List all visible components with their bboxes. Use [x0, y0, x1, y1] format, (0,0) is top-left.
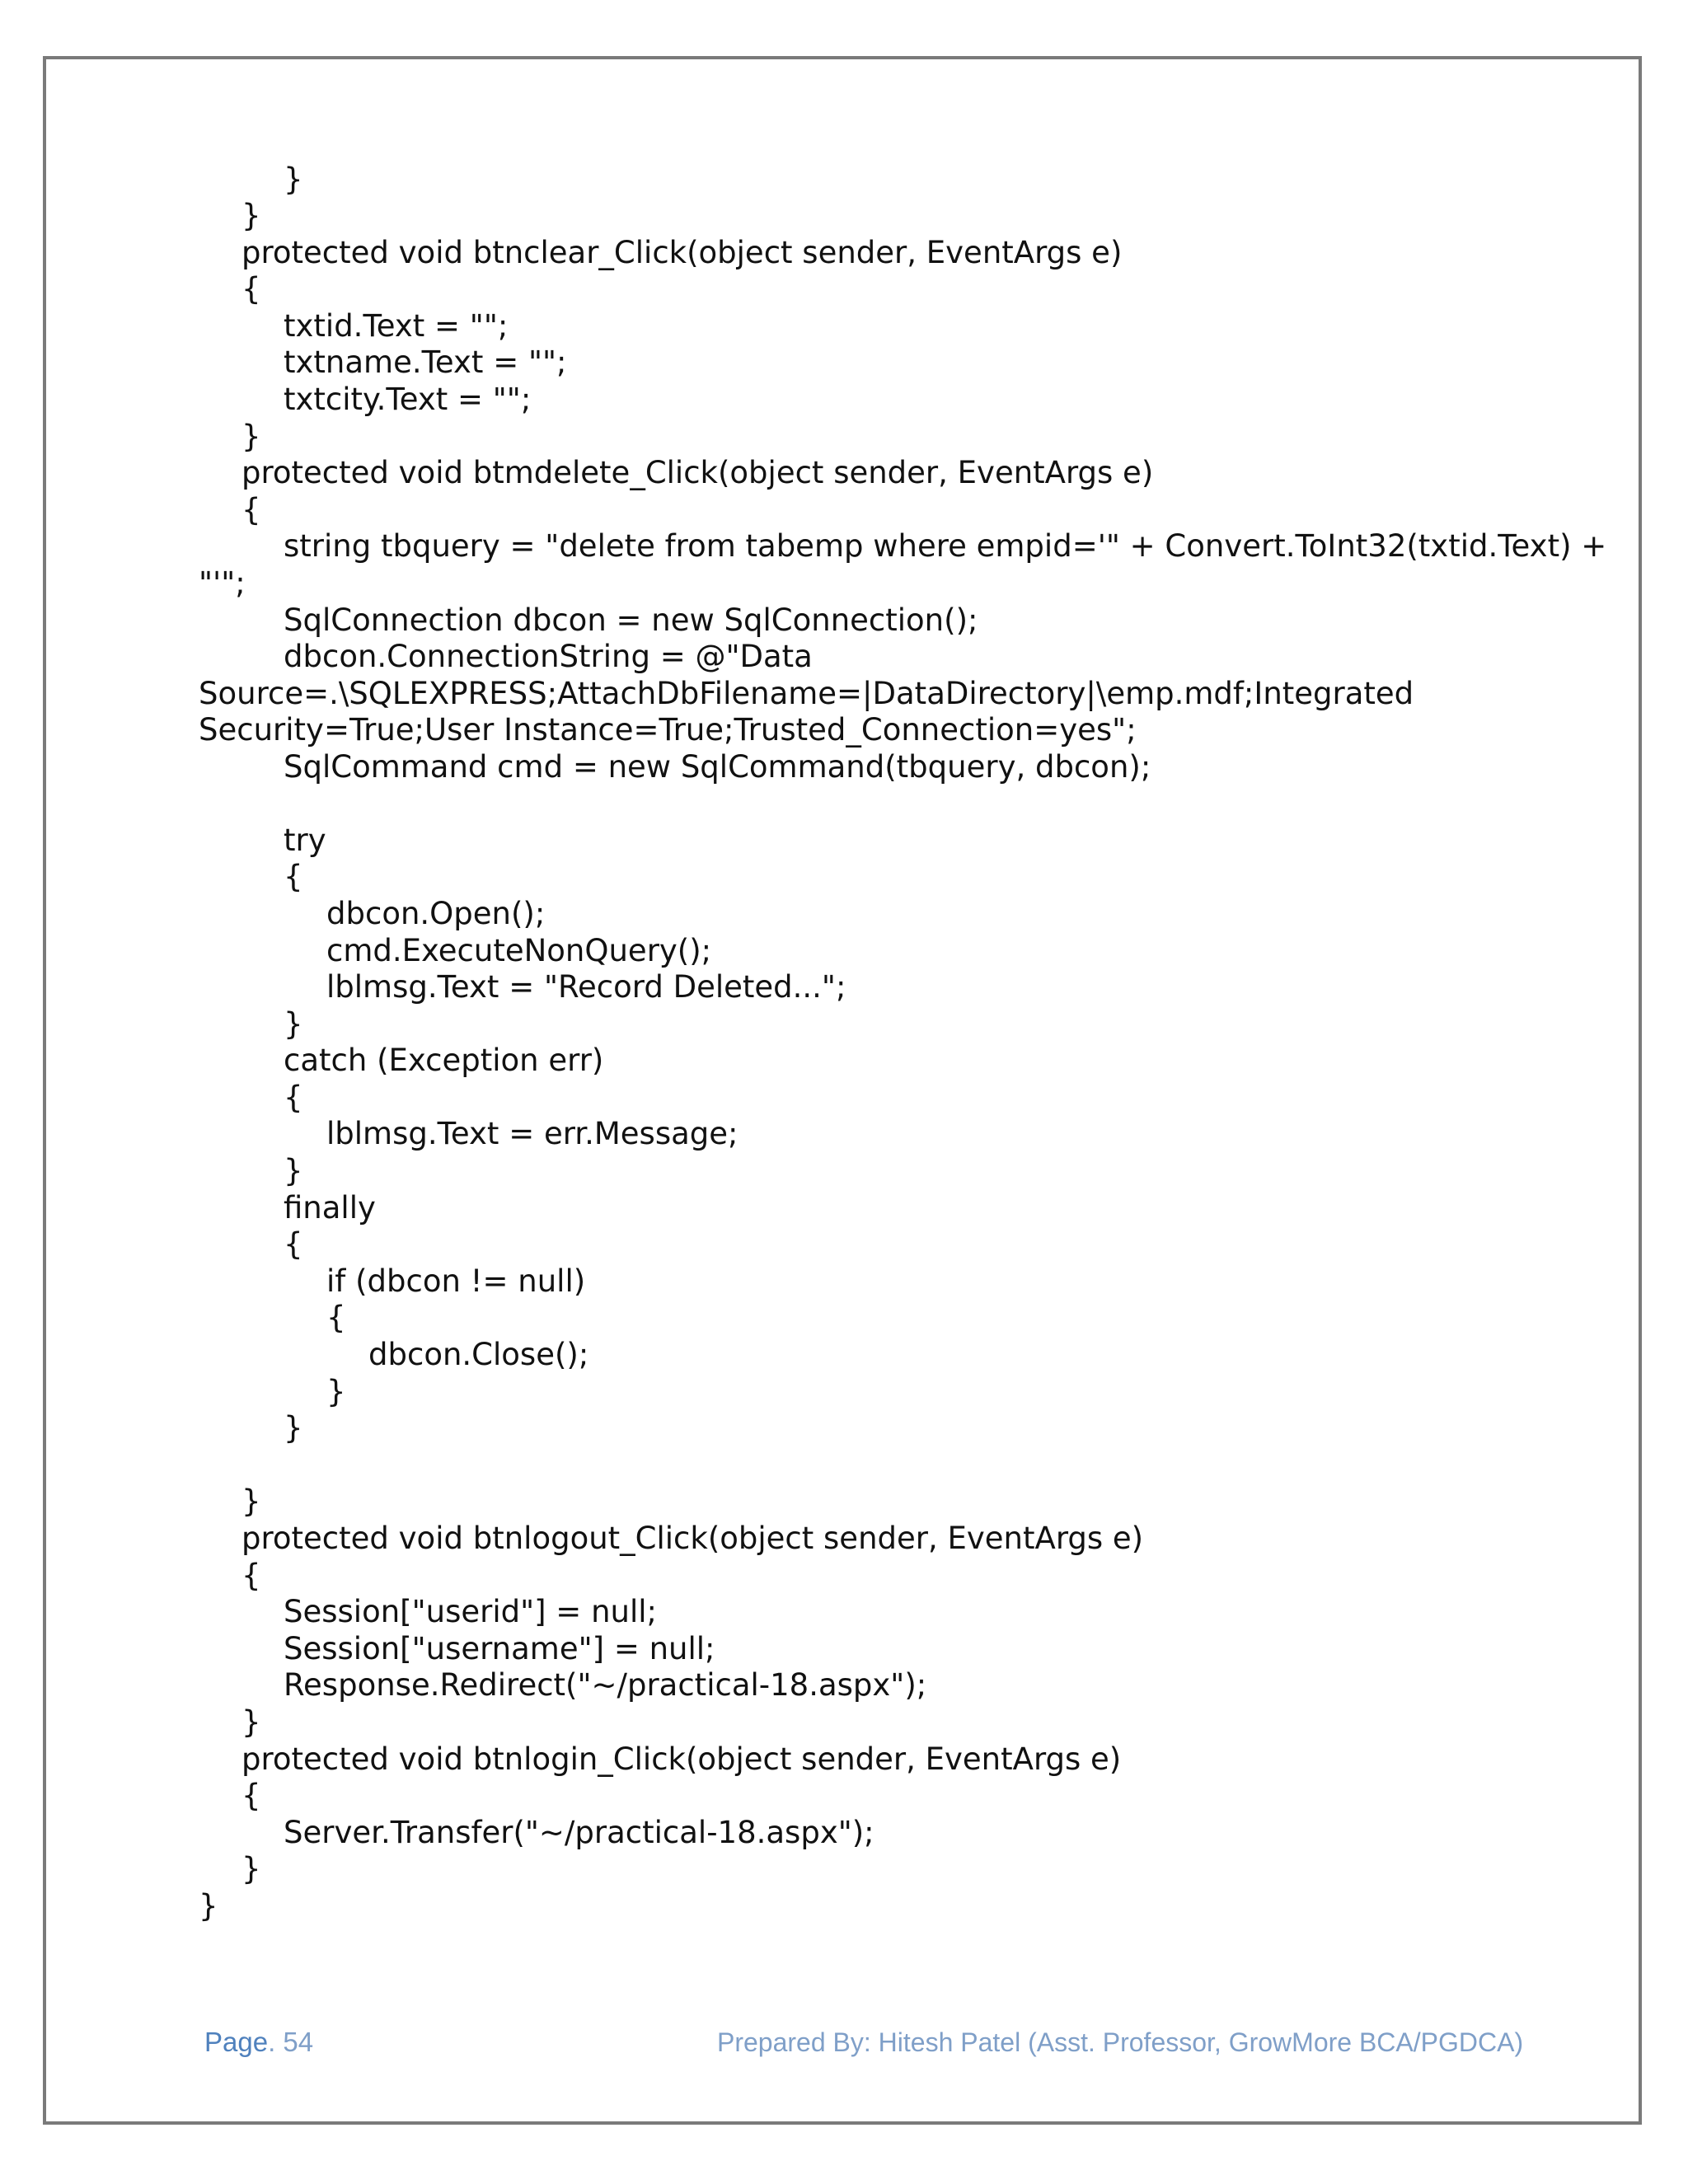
code-line: {	[241, 271, 261, 307]
code-line: dbcon.Open();	[326, 896, 546, 931]
code-line: }	[241, 1704, 261, 1740]
page-label: Page	[204, 2027, 269, 2057]
code-line: Session["userid"] = null;	[284, 1594, 657, 1629]
page-number	[204, 2026, 313, 2059]
code-line: }	[284, 1153, 303, 1188]
code-line: }	[199, 1888, 218, 1924]
code-line: {	[284, 1226, 303, 1262]
code-line: try	[284, 823, 326, 858]
code-line: dbcon.Close();	[368, 1337, 589, 1372]
code-line: SqlConnection dbcon = new SqlConnection();	[284, 602, 978, 638]
code-line: Response.Redirect("~/practical-18.aspx");	[284, 1667, 927, 1703]
code-line: Server.Transfer("~/practical-18.aspx");	[284, 1815, 874, 1850]
code-line: txtid.Text = "";	[284, 308, 509, 344]
code-line: }	[326, 1374, 346, 1409]
code-line: protected void btmdelete_Click(object sender, EventArgs e)	[241, 455, 1154, 490]
footer-credit: Prepared By: Hitesh Patel (Asst. Professor, GrowMore BCA/PGDCA)	[717, 2027, 1524, 2057]
code-line: dbcon.ConnectionString = @"Data	[284, 639, 813, 674]
code-line: }	[284, 1410, 303, 1446]
code-line: {	[241, 1558, 261, 1593]
code-line: }	[241, 198, 261, 233]
code-line: }	[241, 1483, 261, 1519]
code-line: if (dbcon != null)	[326, 1263, 586, 1299]
code-line: "'";	[199, 565, 246, 601]
code-line: {	[241, 1778, 261, 1813]
code-line: catch (Exception err)	[284, 1043, 604, 1078]
code-line: protected void btnclear_Click(object sender, EventArgs e)	[241, 235, 1123, 270]
code-line: protected void btnlogin_Click(object sender, EventArgs e)	[241, 1741, 1122, 1777]
code-line: {	[241, 492, 261, 527]
code-line: finally	[284, 1190, 376, 1226]
code-line: txtcity.Text = "";	[284, 382, 532, 417]
code-line: }	[241, 1851, 261, 1886]
code-line: }	[284, 1006, 303, 1042]
code-line: lblmsg.Text = "Record Deleted...";	[326, 969, 846, 1005]
code-line: txtname.Text = "";	[284, 344, 567, 380]
code-line: string tbquery = "delete from tabemp where empid='" + Convert.ToInt32(txtid.Text) +	[284, 528, 1607, 564]
code-line: cmd.ExecuteNonQuery();	[326, 933, 712, 968]
code-line: {	[284, 1080, 303, 1115]
code-line: Session["username"] = null;	[284, 1631, 715, 1666]
code-line: Security=True;User Instance=True;Trusted_Connection=yes";	[199, 712, 1137, 748]
code-line: protected void btnlogout_Click(object sender, EventArgs e)	[241, 1521, 1144, 1556]
code-line: Source=.\SQLEXPRESS;AttachDbFilename=|DataDirectory|\emp.mdf;Integrated	[199, 676, 1414, 711]
code-line: SqlCommand cmd = new SqlCommand(tbquery, dbcon);	[284, 749, 1151, 785]
code-line: {	[326, 1300, 346, 1335]
page-number-value: . 54	[268, 2027, 314, 2057]
code-line: }	[241, 419, 261, 454]
code-line: {	[284, 859, 303, 894]
code-line: }	[284, 162, 303, 197]
code-line: lblmsg.Text = err.Message;	[326, 1116, 738, 1151]
